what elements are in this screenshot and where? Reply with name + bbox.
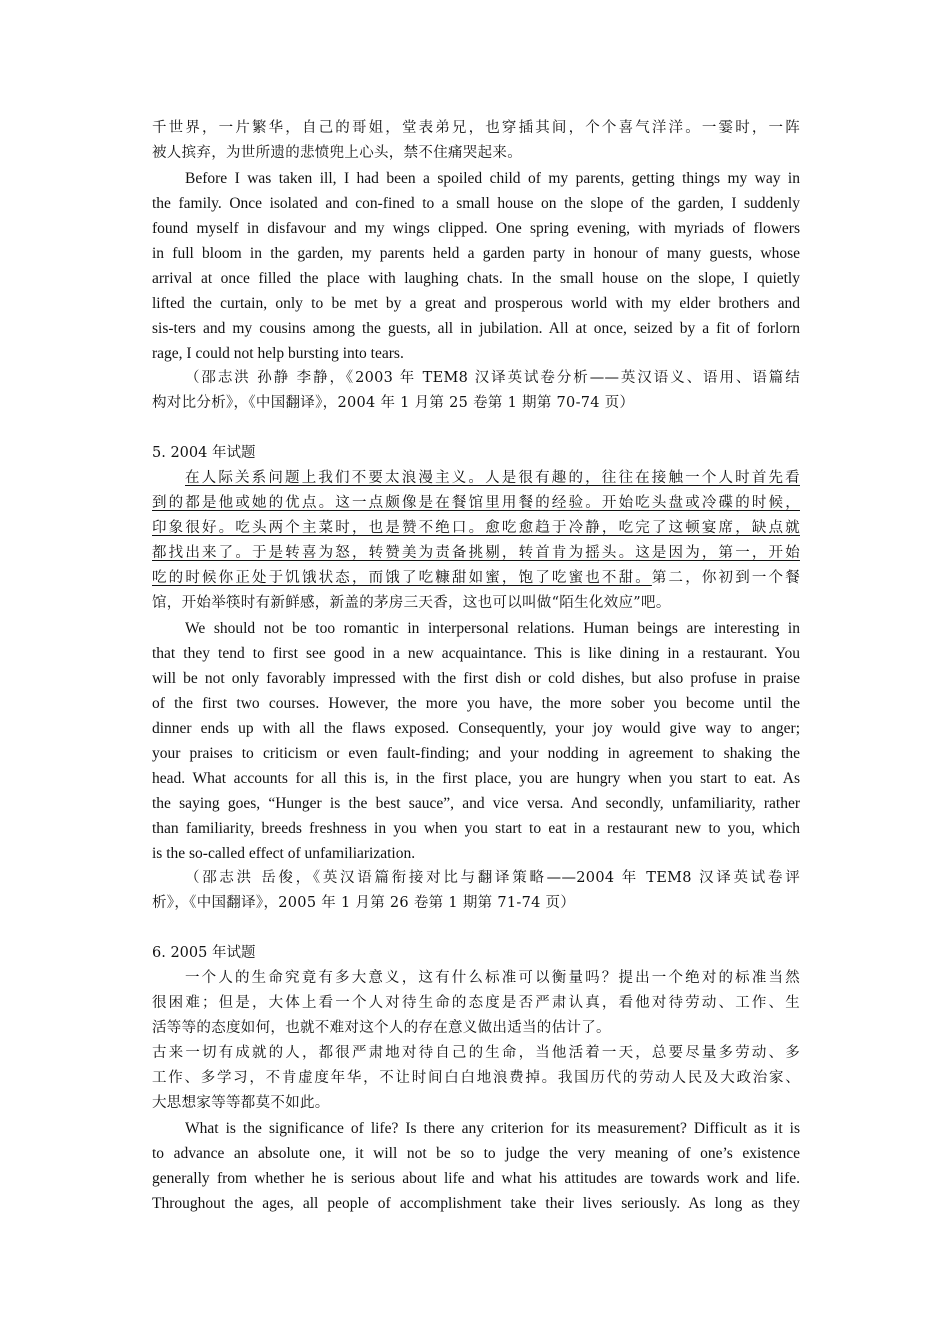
section6-zh2-line-2: 工作、多学习，不肯虚度年华，不让时间白白地浪费掉。我国历代的劳动人民及大政治家、 xyxy=(152,1070,800,1086)
block1-en-line-1: Before I was taken ill, I had been a spoiled child of my parents, getting things my way in xyxy=(185,170,800,187)
block1-en-line-3: found myself in disfavour and my wings clipped. One spring evening, with myriads of flowers xyxy=(152,220,800,237)
section5-en-line-3: will be not only favorably impressed with the first dish or cold dishes, but also profuse in praise xyxy=(152,670,800,687)
section5-en-line-6: your praises to criticism or even fault-finding; and your nodding in agreement to shaking the xyxy=(152,745,800,762)
block1-en-line-4: in full bloom in the garden, my parents held a garden party in honour of many guests, whose xyxy=(152,245,800,262)
section5-ref-line-2: 析》，《中国翻译》，2005 年 1 月第 26 卷第 1 期第 71-74 页） xyxy=(152,895,576,911)
block1-en-line-7: sis-ters and my cousins among the guests, all in jubilation. All at once, seized by a fit of forlorn xyxy=(152,320,800,337)
block1-ref-line-2: 构对比分析》，《中国翻译》，2004 年 1 月第 25 卷第 1 期第 70-74 页） xyxy=(152,395,635,411)
block1-ref-line-1: （邵志洪 孙静 李静，《2003 年 TEM8 汉译英试卷分析——英汉语义、语用、语篇结 xyxy=(185,370,800,386)
block1-zh-line-1: 千世界，一片繁华，自己的哥姐，堂表弟兄，也穿插其间，个个喜气洋洋。一霎时，一阵 xyxy=(152,120,800,136)
section6-title: 6. 2005 年试题 xyxy=(152,945,256,961)
section5-zh-line-1: 在人际关系问题上我们不要太浪漫主义。人是很有趣的，往往在接触一个人时首先看 xyxy=(185,470,800,486)
section5-en-line-10: is the so-called effect of unfamiliarization. xyxy=(152,845,416,862)
block1-en-line-8: rage, I could not help bursting into tears. xyxy=(152,345,404,362)
section6-en-line-3: generally from whether he is serious about life and what his attitudes are towards work and life. xyxy=(152,1170,800,1187)
section6-zh-line-3: 活等等的态度如何，也就不难对这个人的存在意义做出适当的估计了。 xyxy=(152,1020,611,1036)
section5-zh-line-5-rest: 第二，你初到一个餐 xyxy=(651,570,800,586)
block1-en-line-6: lifted the curtain, only to be met by a great and prosperous world with my elder brothers and xyxy=(152,295,800,312)
section5-zh-line-4: 都找出来了。于是转喜为怒，转赞美为责备挑剔，转首肯为摇头。这是因为，第一，开始 xyxy=(152,545,800,561)
section5-zh-line-2: 到的都是他或她的优点。这一点颇像是在餐馆里用餐的经验。开始吃头盘或冷碟的时候， xyxy=(152,495,800,511)
section6-en-line-2: to advance an absolute one, it will not be so to judge the very meaning of one’s existence xyxy=(152,1145,800,1162)
section6-zh2-line-3: 大思想家等等都莫不如此。 xyxy=(152,1095,330,1111)
document-page xyxy=(152,116,800,1216)
section5-en-line-1: We should not be too romantic in interpersonal relations. Human beings are interesting in xyxy=(185,620,800,637)
section5-en-line-4: of the first two courses. However, the more you have, the more sober you become until the xyxy=(152,695,800,712)
section6-zh2-line-1: 古来一切有成就的人，都很严肃地对待自己的生命，当他活着一天，总要尽量多劳动、多 xyxy=(152,1045,800,1061)
section5-en-line-2: that they tend to first see good in a new acquaintance. This is like dining in a restaurant. You xyxy=(152,645,800,662)
block1-en-line-5: arrival at once filled the place with laughing chats. In the small house on the slope, I quietly xyxy=(152,270,800,287)
section6-en-line-1: What is the significance of life? Is there any criterion for its measurement? Difficult as it is xyxy=(185,1120,800,1137)
section5-zh-line-6: 馆，开始举筷时有新鲜感，新盖的茅房三天香，这也可以叫做“陌生化效应”吧。 xyxy=(152,595,671,611)
block1-en-line-2: the family. Once isolated and con-fined to a small house on the slope of the garden, I suddenly xyxy=(152,195,800,212)
section5-zh-line-5-underlined: 吃的时候你正处于饥饿状态，而饿了吃糠甜如蜜，饱了吃蜜也不甜。 xyxy=(152,570,652,586)
section6-zh-line-1: 一个人的生命究竟有多大意义，这有什么标准可以衡量吗？提出一个绝对的标准当然 xyxy=(185,970,800,986)
section5-title: 5. 2004 年试题 xyxy=(152,445,256,461)
section5-zh-line-5 xyxy=(152,566,800,591)
section5-en-line-8: the saying goes, “Hunger is the best sauce”, and vice versa. And secondly, unfamiliarity, rather xyxy=(152,795,800,812)
section5-zh-line-3: 印象很好。吃头两个主菜时，也是赞不绝口。愈吃愈趋于冷静，吃完了这顿宴席，缺点就 xyxy=(152,520,800,536)
section6-en-line-4: Throughout the ages, all people of accomplishment take their lives seriously. As long as they xyxy=(152,1195,800,1212)
section5-en-line-7: head. What accounts for all this is, in the first place, you are hungry when you start to eat. As xyxy=(152,770,800,787)
section5-en-line-5: dinner ends up with all the flaws exposed. Consequently, your joy would give way to anger; xyxy=(152,720,800,737)
section5-en-line-9: than familiarity, breeds freshness in you when you start to eat in a restaurant new to you, which xyxy=(152,820,800,837)
section5-ref-line-1: （邵志洪 岳俊，《英汉语篇衔接对比与翻译策略——2004 年 TEM8 汉译英试卷评 xyxy=(185,870,800,886)
block1-zh-line-2: 被人摈弃，为世所遗的悲愤兜上心头，禁不住痛哭起来。 xyxy=(152,145,522,161)
section6-zh-line-2: 很困难；但是，大体上看一个人对待生命的态度是否严肃认真，看他对待劳动、工作、生 xyxy=(152,995,800,1011)
